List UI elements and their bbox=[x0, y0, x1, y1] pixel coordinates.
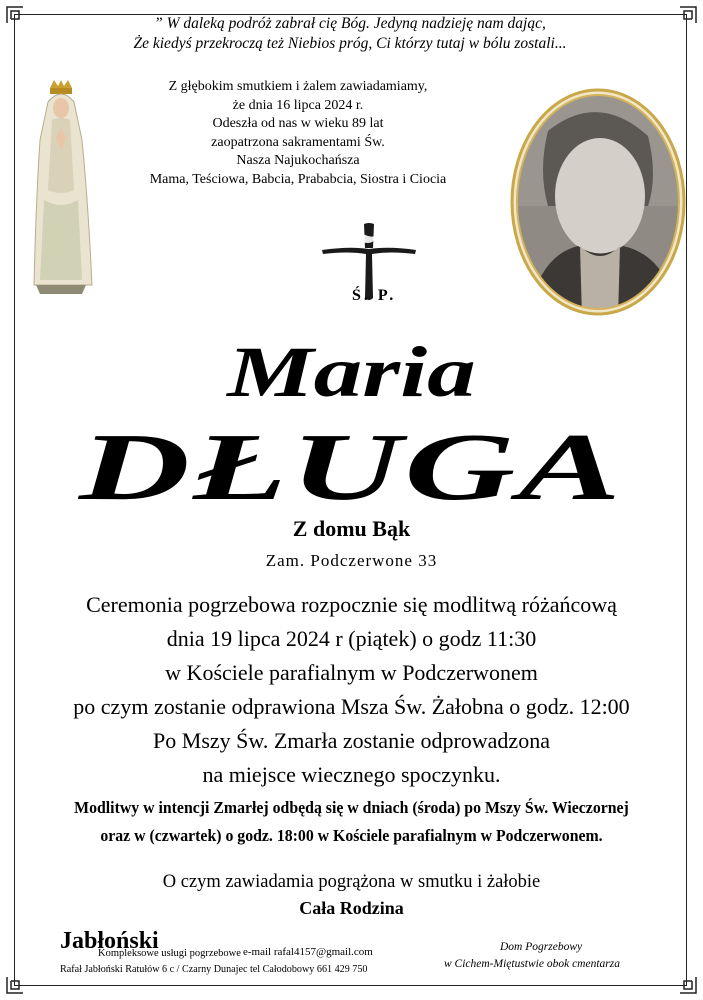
sp-label: Ś. P. bbox=[352, 287, 397, 304]
ceremony-line: Po Mszy Św. Zmarła zostanie odprowadzona bbox=[153, 728, 550, 753]
residence-address: Zam. Podczerwone 33 bbox=[265, 551, 438, 570]
funeral-home-tagline: Kompleksowe usługi pogrzebowe bbox=[98, 948, 241, 959]
funeral-home-email[interactable]: e-mail rafal4157@gmail.com bbox=[243, 946, 373, 958]
notify-line: O czym zawiadamia pogrążona w smutku i żałobie bbox=[162, 872, 541, 892]
ceremony-line: na miejsce wiecznego spoczynku. bbox=[202, 762, 501, 787]
ceremony-line: w Kościele parafialnym w Podczerwonem bbox=[165, 660, 538, 685]
intro-line: że dnia 16 lipca 2024 r. bbox=[232, 97, 364, 113]
intro-line: Nasza Najukochańsza bbox=[236, 153, 360, 168]
funeral-home-address: Rafał Jabłoński Ratułów 6 c / Czarny Dunajec tel Całodobowy 661 429 750 bbox=[60, 963, 368, 975]
intro-line: Odeszła od nas w wieku 89 lat bbox=[212, 116, 384, 131]
prayers-line: oraz w (czwartek) o godz. 18:00 w Kościele parafialnym w Podczerwonem. bbox=[100, 826, 603, 845]
funeral-home-name: Dom Pogrzebowy bbox=[500, 941, 583, 953]
corner-ornament-top-right bbox=[679, 6, 697, 24]
corner-ornament-bottom-left bbox=[6, 976, 24, 994]
family-signature: Cała Rodzina bbox=[299, 898, 404, 918]
intro-line: Mama, Teściowa, Babcia, Prababcia, Siostra i Ciocia bbox=[149, 171, 447, 187]
madonna-statue-image bbox=[22, 80, 100, 298]
memorial-quote bbox=[40, 14, 660, 54]
intro-line: zaopatrzona sakramentami Św. bbox=[211, 134, 385, 150]
deceased-first-name: Maria bbox=[227, 332, 476, 412]
corner-ornament-bottom-right bbox=[679, 976, 697, 994]
ceremony-line: po czym zostanie odprawiona Msza Św. Żałobna o godz. 12:00 bbox=[73, 694, 630, 719]
intro-line: Z głębokim smutkiem i żalem zawiadamiamy, bbox=[168, 79, 428, 94]
quote-line: Że kiedyś przekroczą też Niebios próg, Ci którzy tutaj w bólu zostali... bbox=[133, 35, 567, 52]
funeral-home-logo: Jabłoński bbox=[60, 928, 159, 954]
ceremony-line: Ceremonia pogrzebowa rozpocznie się modlitwą różańcową bbox=[86, 592, 617, 617]
maiden-name: Z domu Bąk bbox=[292, 516, 411, 541]
ceremony-details bbox=[20, 588, 683, 792]
announcement-intro bbox=[108, 78, 488, 189]
prayers-notice bbox=[43, 794, 660, 850]
quote-line: ” W daleką podróż zabrał cię Bóg. Jedyną nadzieję nam dając, bbox=[154, 15, 546, 32]
ceremony-line: dnia 19 lipca 2024 r (piątek) o godz 11:30 bbox=[166, 626, 537, 651]
prayers-line: Modlitwy w intencji Zmarłej odbędą się w dniach (środa) po Mszy Św. Wieczornej bbox=[74, 798, 629, 817]
funeral-home-location: w Cichem-Miętustwie obok cmentarza bbox=[444, 958, 620, 970]
deceased-portrait bbox=[508, 86, 688, 318]
corner-ornament-top-left bbox=[6, 6, 24, 24]
deceased-last-name: DŁUGA bbox=[78, 413, 625, 520]
